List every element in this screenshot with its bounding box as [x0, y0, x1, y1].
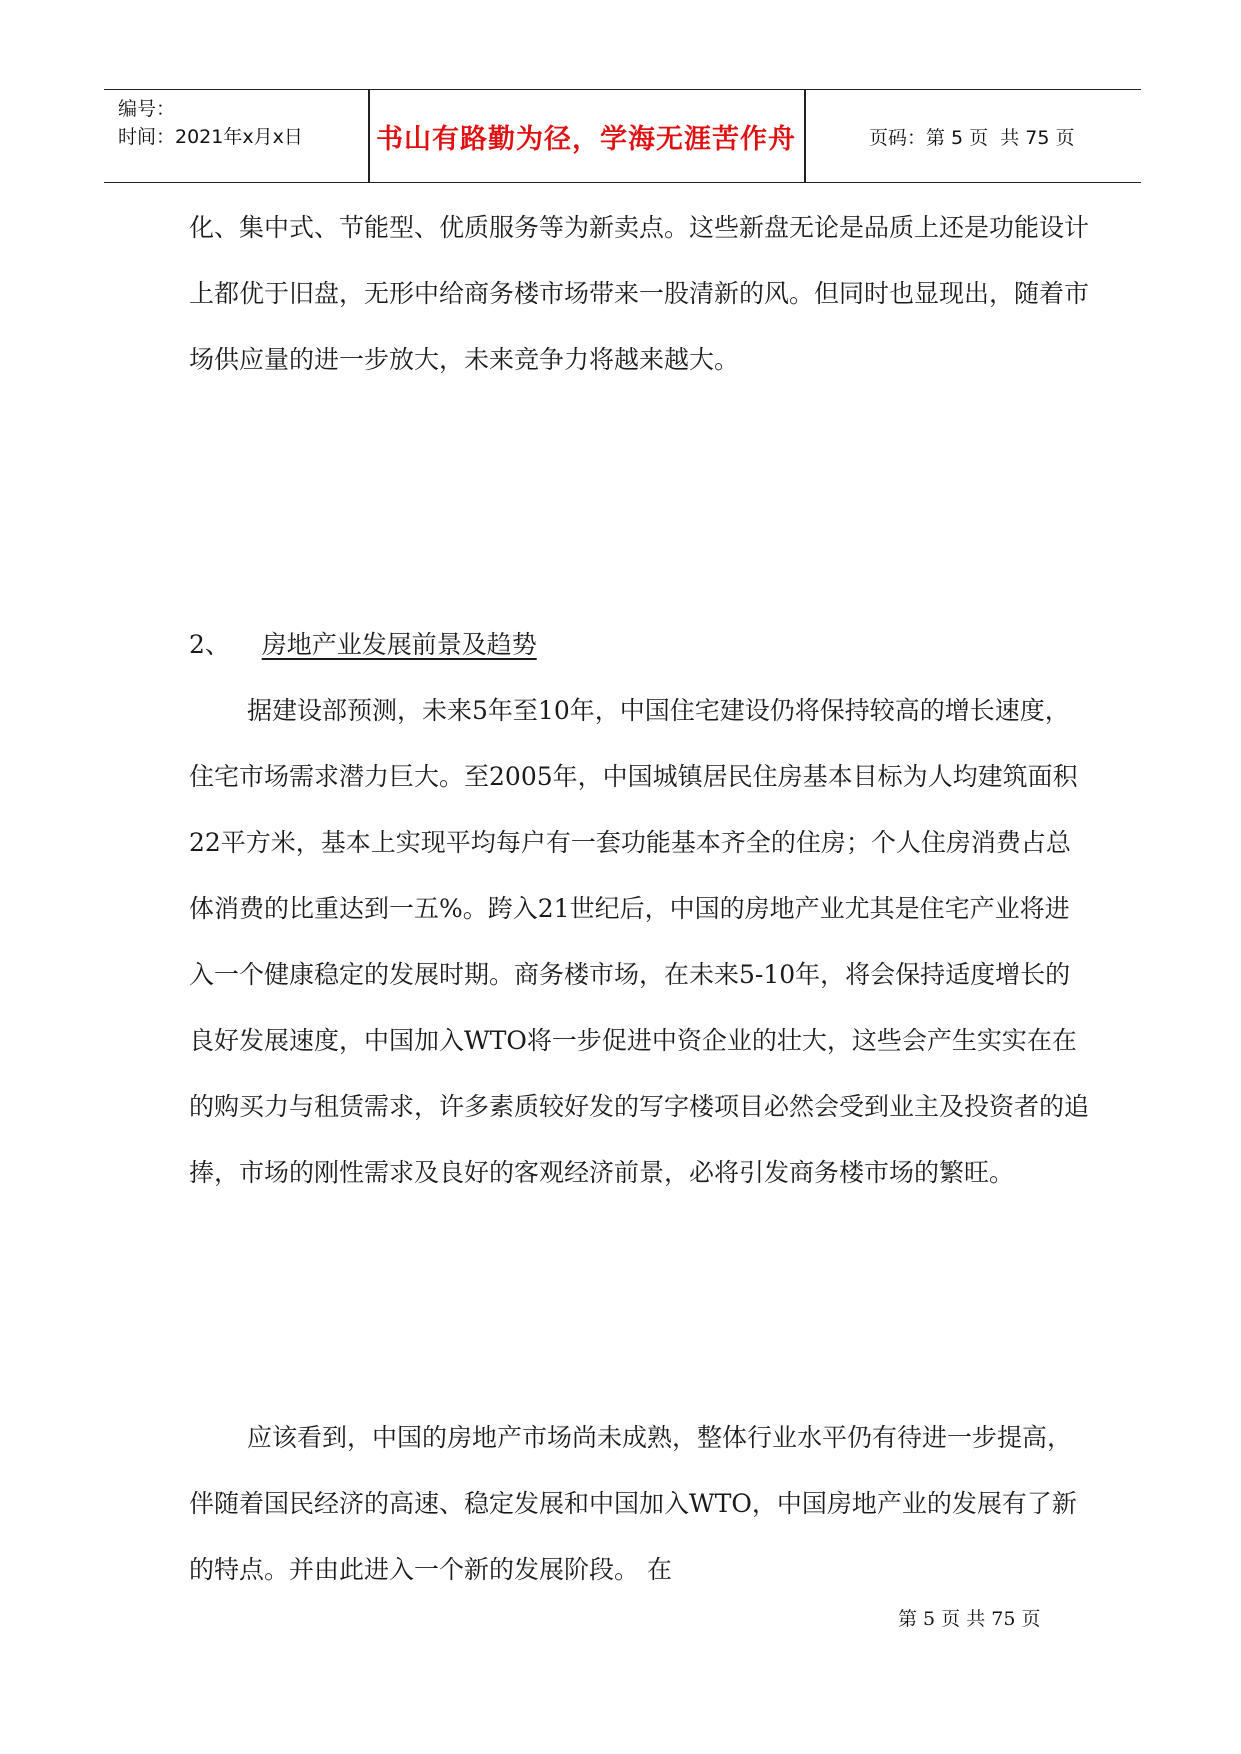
header-divider-right — [804, 90, 806, 182]
body-paragraph-3: 应该看到，中国的房地产市场尚未成熟，整体行业水平仍有待进一步提高，伴随着国民经济的高速、稳定发展和中国加入WTO，中国房地产业的发展有了新的特点。并由此进入一个新的发展阶段。 在 — [189, 1423, 1077, 1584]
time-label: 时间：2021年x月x日 — [118, 126, 303, 148]
header-meta — [118, 95, 303, 151]
body-paragraph-2: 据建设部预测，未来5年至10年，中国住宅建设仍将保持较高的增长速度，住宅市场需求潜力巨大。至2005年，中国城镇居民住房基本目标为人均建筑面积22平方米，基本上实现平均每户有一套功能基本齐全的住房；个人住房消费占总体消费的比重达到一五%。跨入21世纪后，中国的房地产业尤其是住宅产业将进入一个健康稳定的发展时期。商务楼市场，在未来5-10年，将会保持适度增长的良好发展速度，中国加入WTO将一步促进中资企业的壮大，这些会产生实实在在的购买力与租赁需求，许多素质较好发的写字楼项目必然会受到业主及投资者的追捧，市场的刚性需求及良好的客观经济前景，必将引发商务楼市场的繁旺。 — [189, 696, 1090, 1187]
section-number: 2、 — [189, 630, 230, 659]
header-page-info: 页码：第 5 页 共 75 页 — [869, 126, 1075, 149]
page-header — [104, 89, 1141, 183]
header-motto: 书山有路勤为径，学海无涯苦作舟 — [376, 123, 796, 155]
body-paragraph-1: 化、集中式、节能型、优质服务等为新卖点。这些新盘无论是品质上还是功能设计上都优于旧盘，无形中给商务楼市场带来一股清新的风。但同时也显现出，随着市场供应量的进一步放大，未来竞争力将越来越大。 — [189, 213, 1090, 374]
number-label: 编号： — [118, 98, 176, 120]
section-title: 房地产业发展前景及趋势 — [261, 630, 537, 659]
page-footer: 第 5 页 共 75 页 — [898, 1608, 1041, 1630]
section-heading — [189, 612, 537, 678]
